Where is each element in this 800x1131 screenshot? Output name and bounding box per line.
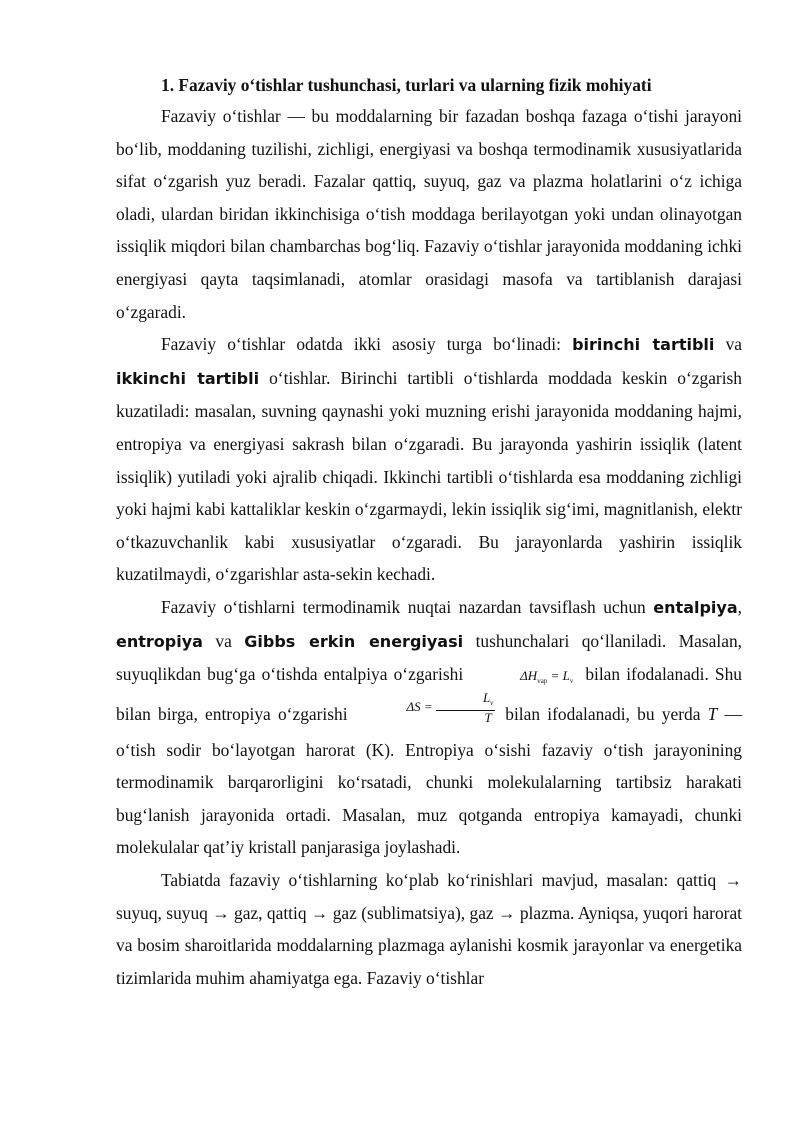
eq2-denominator: T <box>484 709 492 725</box>
p2-text-d: o‘tishlar. Birinchi tartibli o‘tishlarda moddada keskin o‘zgarish kuzatiladi: masalan, suvning qaynashi yoki muzning erishi jarayonida moddaning hajmi, entropiya va energiyasi sakrash bilan o‘zgaradi. Bu jarayonda yashirin issiqlik (latent issiqlik) yutiladi yoki ajralib chiqadi. Ikkinchi tartibli o‘tishlarda esa moddaning zichligi yoki hajmi kabi kattaliklar keskin o‘zgarmaydi, lekin issiqlik sig‘imi, magnitlanish, elektr o‘tkazuvchanlik kabi xususiyatlar o‘zgaradi. Bu jarayonlarda yashirin issiqlik kuzatilmaydi, o‘zgarishlar asta-sekin kechadi. <box>116 367 742 585</box>
eq2-num-l: L <box>482 689 491 705</box>
term-gibbs-energy: Gibbs erkin energiyasi <box>244 631 464 651</box>
p3-text-g: bilan ifodalanadi, bu yerda <box>505 703 708 724</box>
eq2-numerator <box>436 691 495 711</box>
entropy-equation <box>348 691 506 725</box>
p2-text-a: Fazaviy o‘tishlar odatda ikki asosiy turga bo‘linadi: <box>161 334 573 355</box>
paragraph-examples: Tabiatda fazaviy o‘tishlarning ko‘plab ko‘rinishlari mavjud, masalan: qattiq → suyuq, suyuq → gaz, qattiq → gaz (sublimatsiya), gaz → plazma. Ayniqsa, yuqori harorat va bosim sharoitlarida moddalarning plazmaga aylanishi kosmik jarayonlar va energetika tizimlarida muhim ahamiyatga ega. Fazaviy o‘tishlar <box>116 870 742 988</box>
term-second-order: ikkinchi tartibli <box>116 368 260 388</box>
p2-text-c: va <box>714 334 742 355</box>
section-heading: 1. Fazaviy o‘tishlar tushunchasi, turlari va ularning fizik mohiyati <box>161 75 652 95</box>
eq1-equals-l: = L <box>547 668 570 684</box>
p3-text-e: tushunchalari qo‘llaniladi. Masalan, suyuqlikdan bug‘ga o‘tishda entalpiya o‘zgarishi <box>116 630 742 685</box>
p3-text-h: — o‘tish sodir bo‘layotgan harorat (K). Entropiya o‘sishi fazaviy o‘tish jarayonining termodinamik barqarorligini ko‘rsatadi, chunki molekulalarning tartibsiz harakati bug‘lanish jarayonida ortadi. Masalan, muz qotganda entropiya kamayadi, chunki molekulalar qat’iy kristall panjarasiga joylashadi. <box>116 703 742 858</box>
p3-text-c: , <box>737 596 742 617</box>
eq1-delta-h: ΔH <box>520 668 538 684</box>
paragraph-types <box>116 328 742 591</box>
eq1-sub-v: v <box>569 677 574 686</box>
paragraph-thermodynamics <box>116 591 742 864</box>
term-first-order: birinchi tartibli <box>572 335 715 355</box>
eq1-sub-vap: vap <box>537 677 548 686</box>
var-t: T <box>707 703 718 724</box>
eq2-num-sub: v <box>490 698 494 707</box>
eq2-lhs: ΔS = <box>406 698 433 714</box>
p3-text-f: bilan ifodalanadi. Shu bilan birga, entropiya o‘zgarishi <box>116 664 742 724</box>
term-entropy: entropiya <box>116 631 203 651</box>
p3-text-a: Fazaviy o‘tishlarni termodinamik nuqtai nazardan tavsiflash uchun <box>161 596 654 617</box>
eq2-fraction <box>436 691 495 725</box>
term-enthalpy: entalpiya <box>653 597 738 617</box>
p3-text-d: va <box>202 630 245 651</box>
paragraph-definition: Fazaviy o‘tishlar — bu moddalarning bir fazadan boshqa fazaga o‘tishi jarayoni bo‘lib, moddaning tuzilishi, zichligi, energiyasi va boshqa termodinamik xususiyatlarida sifat o‘zgarish yuz beradi. Fazalar qattiq, suyuq, gaz va plazma holatlarini o‘z ichiga oladi, ulardan biridan ikkinchisiga o‘tish moddaga berilayotgan yoki undan olinayotgan issiqlik miqdori bilan chambarchas bog‘liq. Fazaviy o‘tishlar jarayonida moddaning ichki energiyasi qayta taqsimlanadi, atomlar orasidagi masofa va tartiblanish darajasi o‘zgaradi. <box>116 106 742 322</box>
